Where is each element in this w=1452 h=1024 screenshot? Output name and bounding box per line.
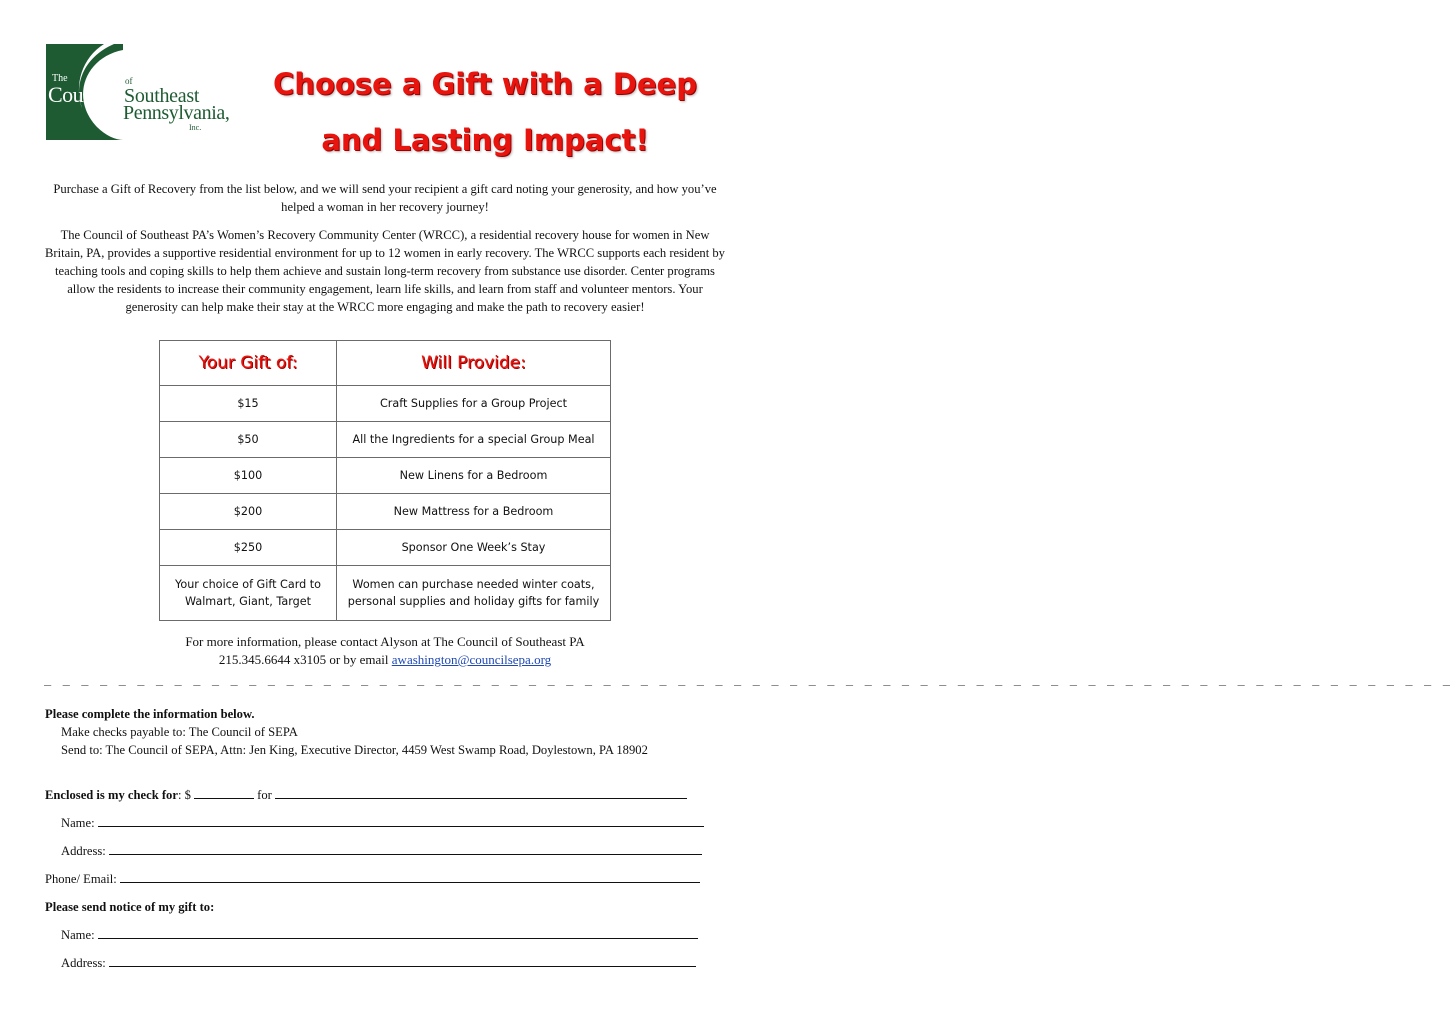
address-field[interactable] bbox=[109, 842, 702, 855]
gift-amount: $100 bbox=[160, 458, 337, 494]
notice-heading: Please send notice of my gift to: bbox=[45, 900, 215, 914]
intro-paragraph: Purchase a Gift of Recovery from the list below, and we will send your recipient a gift card noting your generosity, and how you’ve helped a woman in her recovery journey! bbox=[53, 182, 717, 214]
notice-name-field[interactable] bbox=[98, 926, 698, 939]
table-header-row bbox=[160, 341, 611, 386]
contact-line-1: For more information, please contact Alyson at The Council of Southeast PA bbox=[185, 634, 585, 649]
form-heading: Please complete the information below. bbox=[45, 707, 255, 721]
logo-inc: Inc. bbox=[189, 123, 202, 132]
enclosed-colon: : $ bbox=[177, 788, 195, 802]
check-amount-field[interactable] bbox=[194, 786, 254, 799]
gift-provides: Women can purchase needed winter coats, personal supplies and holiday gifts for family bbox=[337, 566, 611, 621]
gift-amount: $15 bbox=[160, 386, 337, 422]
logo-of: of bbox=[125, 76, 133, 86]
gift-amount: $200 bbox=[160, 494, 337, 530]
enclosed-label: Enclosed is my check for bbox=[45, 788, 178, 802]
contact-line-2 bbox=[40, 651, 730, 669]
address-line bbox=[45, 842, 702, 860]
gift-amount: $250 bbox=[160, 530, 337, 566]
table-row bbox=[160, 530, 611, 566]
name-label: Name: bbox=[61, 816, 98, 830]
table-row bbox=[160, 566, 611, 621]
page-headline bbox=[255, 56, 715, 168]
gift-provides: New Linens for a Bedroom bbox=[337, 458, 611, 494]
gift-provides: Sponsor One Week’s Stay bbox=[337, 530, 611, 566]
table-row bbox=[160, 458, 611, 494]
notice-address-label: Address: bbox=[61, 956, 109, 970]
phone-email-label: Phone/ Email: bbox=[45, 872, 120, 886]
contact-phone: 215.345.6644 x3105 or by email bbox=[218, 652, 392, 667]
logo-southeast: Southeast bbox=[124, 85, 200, 107]
email-link[interactable]: awashington@councilsepa.org bbox=[391, 652, 552, 667]
gift-table bbox=[159, 340, 611, 621]
notice-heading-line bbox=[45, 898, 214, 916]
gift-amount: $50 bbox=[160, 422, 337, 458]
gift-provides: New Mattress for a Bedroom bbox=[337, 494, 611, 530]
cut-line: _ _ _ _ _ _ _ _ _ _ _ _ _ _ _ _ _ _ _ _ _ _ _ _ _ _ _ _ _ _ _ _ _ _ _ _ _ _ _ _ _ _ _ _ _ _ _ _ _ _ _ _ _ _ _ _ _ _ _ _ _ _ _ _ _ _ _ _ _ _ _ _ _ _ _ _ bbox=[44, 672, 1452, 686]
notice-address-field[interactable] bbox=[109, 954, 696, 967]
enclosed-check-line bbox=[45, 786, 687, 804]
check-purpose-field[interactable] bbox=[275, 786, 687, 799]
headline-line-1: Choose a Gift with a Deep bbox=[273, 67, 697, 101]
gift-amount: Your choice of Gift Card to Walmart, Giant, Target bbox=[160, 566, 337, 621]
address-label: Address: bbox=[61, 844, 109, 858]
notice-name-line bbox=[45, 926, 698, 944]
phone-email-line bbox=[45, 870, 700, 888]
checks-payable: Make checks payable to: The Council of SEPA bbox=[61, 725, 298, 739]
logo-pennsylvania: Pennsylvania, bbox=[123, 102, 230, 124]
header-will-provide: Will Provide: bbox=[337, 341, 611, 386]
contact-info bbox=[40, 633, 730, 669]
gift-provides: All the Ingredients for a special Group Meal bbox=[337, 422, 611, 458]
phone-email-field[interactable] bbox=[120, 870, 700, 883]
logo-the: The bbox=[52, 73, 68, 84]
description-paragraph: The Council of Southeast PA’s Women’s Recovery Community Center (WRCC), a residential recovery house for women in New Britain, PA, provides a supportive residential environment for up to 12 women in early recovery. The WRCC supports each resident by teaching tools and coping skills to help them achieve and sustain long-term recovery from substance use disorder. Center programs allow the residents to increase their community engagement, learn life skills, and learn from staff and volunteer mentors. Your generosity can help make their stay at the WRCC more engaging and make the path to recovery easier! bbox=[45, 228, 725, 314]
notice-name-label: Name: bbox=[61, 928, 98, 942]
notice-address-line bbox=[45, 954, 696, 972]
form-instructions bbox=[45, 705, 648, 759]
header-your-gift: Your Gift of: bbox=[160, 341, 337, 386]
table-row bbox=[160, 386, 611, 422]
send-to-address: Send to: The Council of SEPA, Attn: Jen King, Executive Director, 4459 West Swamp Road, Doylestown, PA 18902 bbox=[61, 743, 648, 757]
table-row bbox=[160, 494, 611, 530]
table-row bbox=[160, 422, 611, 458]
name-line bbox=[45, 814, 704, 832]
for-label: for bbox=[254, 788, 276, 802]
name-field[interactable] bbox=[98, 814, 704, 827]
gift-provides: Craft Supplies for a Group Project bbox=[337, 386, 611, 422]
council-logo bbox=[46, 44, 246, 140]
logo-council: Council bbox=[48, 82, 115, 107]
headline-line-2: and Lasting Impact! bbox=[321, 123, 649, 157]
